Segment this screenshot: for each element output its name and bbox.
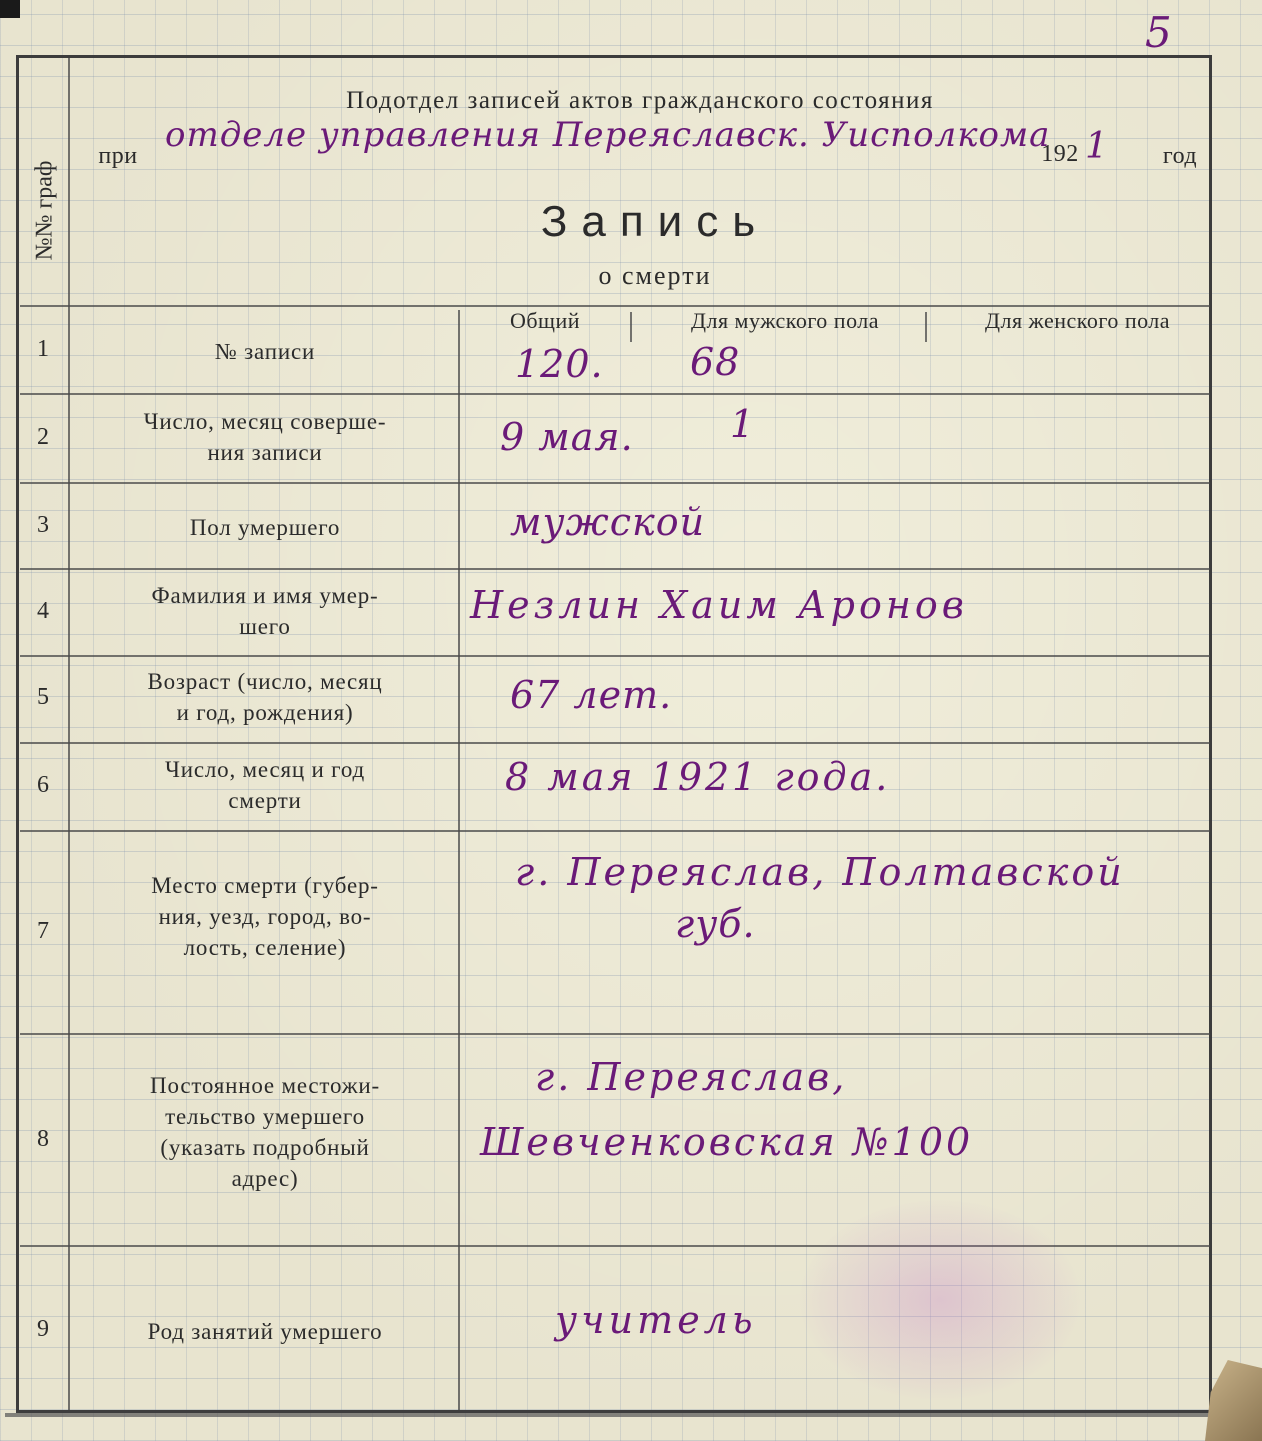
header-line1: Подотдел записей актов гражданского состояния — [346, 87, 934, 114]
row-7-label: Место смерти (губер- ния, уезд, город, во- лость, селение) — [151, 873, 379, 961]
row-9-value: учитель — [555, 1298, 757, 1342]
hline-row3 — [20, 568, 1210, 570]
page-subtitle: о смерти — [598, 261, 712, 290]
row-5-label: Возраст (число, месяц и год, рождения) — [147, 669, 383, 726]
header-god: год — [1162, 143, 1198, 169]
row-8-value-line2: Шевченковская №100 — [480, 1120, 974, 1164]
row-7-number: 7 — [37, 918, 49, 944]
page-number: 5 — [1145, 8, 1173, 57]
row-1-value-male: 68 — [690, 340, 741, 384]
row-5-value: 67 лет. — [510, 673, 673, 717]
vline-male-col — [630, 312, 632, 342]
row-4-number: 4 — [37, 598, 49, 624]
row-2-value-general: 9 мая. — [500, 415, 634, 459]
row-7-value-line2: губ. — [675, 902, 756, 946]
hline-under-header — [20, 305, 1210, 307]
row-4-value: Незлин Хаим Аронов — [470, 583, 968, 627]
column-header-male: Для мужского пола — [690, 308, 880, 333]
hline-row5 — [20, 742, 1210, 744]
row-2-label: Число, месяц соверше- ния записи — [143, 409, 387, 466]
row-8-label: Постоянное местожи- тельство умершего (указать подробный адрес) — [150, 1073, 380, 1192]
row-6-number: 6 — [37, 772, 49, 798]
row-3-value: мужской — [510, 500, 706, 544]
side-label-text: №№ граф — [31, 160, 58, 260]
row-1-value-general: 120. — [515, 342, 604, 386]
hline-row2 — [20, 482, 1210, 484]
row-6-value: 8 мая 1921 года. — [505, 755, 891, 799]
row-6-label: Число, месяц и год смерти — [165, 757, 365, 814]
vline-num-col — [68, 58, 70, 1410]
header-pri-handwritten: отделе управления Переяславск. Уисполкома — [165, 115, 1051, 155]
row-5-number: 5 — [37, 684, 49, 710]
hline-row4 — [20, 655, 1210, 657]
row-9-label: Род занятий умершего — [147, 1319, 383, 1344]
faded-stamp — [800, 1200, 1080, 1400]
row-3-number: 3 — [37, 512, 49, 538]
row-2-number: 2 — [37, 424, 49, 450]
hline-row1 — [20, 393, 1210, 395]
row-1-number: 1 — [37, 336, 49, 362]
vline-female-col — [925, 312, 927, 342]
scan-corner — [0, 0, 20, 18]
header-pri: при — [98, 143, 138, 169]
side-label-column-numbers — [20, 110, 70, 310]
header-year-printed: 192 — [1041, 141, 1079, 167]
column-header-general: Общий — [509, 308, 581, 333]
row-7-value-line1: г. Переяслав, Полтавской — [515, 850, 1125, 894]
row-8-number: 8 — [37, 1126, 49, 1152]
torn-corner — [1205, 1360, 1262, 1441]
row-9-number: 9 — [37, 1316, 49, 1342]
form-bottom-edge — [5, 1413, 1215, 1417]
header-year-handwritten: 1 — [1085, 126, 1109, 167]
row-1-label: № записи — [214, 339, 316, 364]
row-4-label: Фамилия и имя умер- шего — [151, 583, 379, 640]
column-header-female: Для женского пола — [984, 308, 1171, 333]
row-2-value-male: 1 — [730, 402, 756, 446]
hline-row6 — [20, 830, 1210, 832]
hline-row7 — [20, 1033, 1210, 1035]
row-8-value-line1: г. Переяслав, — [535, 1055, 848, 1099]
row-3-label: Пол умершего — [189, 515, 341, 540]
page-title: Запись — [540, 197, 770, 246]
